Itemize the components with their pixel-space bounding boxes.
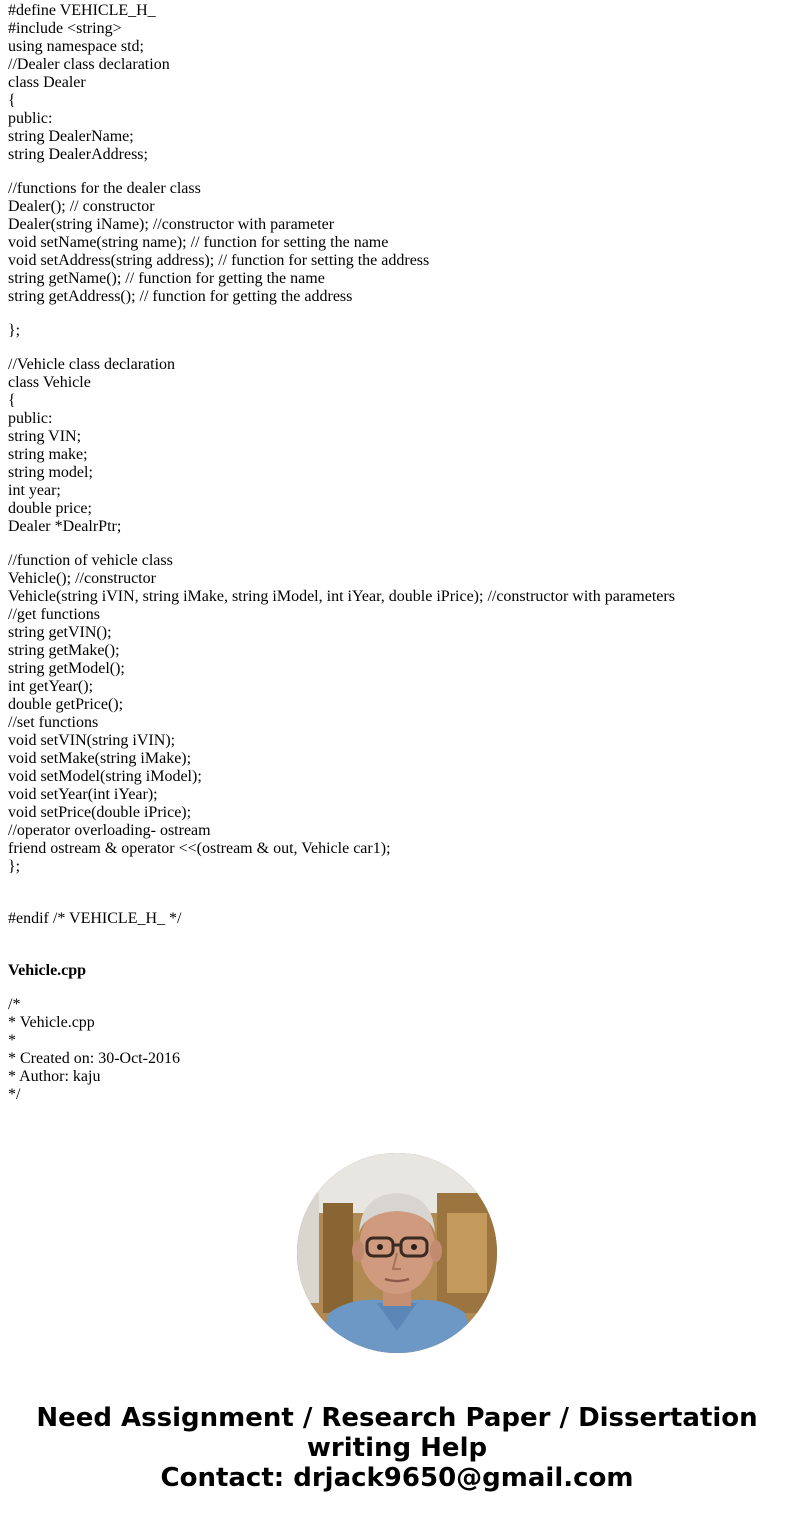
spacer (8, 876, 788, 910)
code-block-vehicle-header (8, 356, 788, 536)
code-line: friend ostream & operator <<(ostream & out, Vehicle car1); (8, 840, 391, 857)
code-line-endif: #endif /* VEHICLE_H_ */ (8, 910, 182, 927)
code-line: #include <string> (8, 20, 122, 37)
code-line: Dealer(); // constructor (8, 198, 155, 215)
code-line: * (8, 1032, 16, 1049)
spacer (8, 164, 788, 180)
help-banner (0, 1403, 794, 1493)
spacer (8, 980, 788, 996)
code-line: int getYear(); (8, 678, 94, 695)
code-line: void setMake(string iMake); (8, 750, 192, 767)
code-line: class Vehicle (8, 374, 91, 391)
contact-email[interactable]: Contact: drjack9650@gmail.com (160, 1463, 634, 1493)
help-banner-line-1: Need Assignment / Research Paper / Dissertation (36, 1403, 758, 1433)
code-line: //function of vehicle class (8, 552, 173, 569)
code-line: Dealer *DealrPtr; (8, 518, 122, 535)
code-block-dealer-close (8, 322, 788, 340)
code-line: #define VEHICLE_H_ (8, 2, 156, 19)
spacer (8, 340, 788, 356)
spacer (8, 306, 788, 322)
help-banner-line-2: writing Help (306, 1433, 488, 1463)
code-line: string getModel(); (8, 660, 125, 677)
code-line: //operator overloading- ostream (8, 822, 211, 839)
code-line: //Vehicle class declaration (8, 356, 176, 373)
code-line: string model; (8, 464, 93, 481)
code-line: class Dealer (8, 74, 86, 91)
code-line: public: (8, 110, 53, 127)
code-line: string DealerAddress; (8, 146, 148, 163)
code-line: string getName(); // function for getting the name (8, 270, 325, 287)
code-line: { (8, 92, 16, 109)
code-line: string make; (8, 446, 88, 463)
code-line: double getPrice(); (8, 696, 124, 713)
section-title: Vehicle.cpp (8, 962, 87, 979)
code-line: void setAddress(string address); // function for setting the address (8, 252, 430, 269)
code-line: }; (8, 322, 21, 339)
code-line: void setVIN(string iVIN); (8, 732, 176, 749)
code-line: Dealer(string iName); //constructor with parameter (8, 216, 335, 233)
code-document (8, 0, 788, 1104)
code-line: Vehicle(); //constructor (8, 570, 156, 587)
code-line: string getVIN(); (8, 624, 112, 641)
spacer (8, 928, 788, 962)
code-line: using namespace std; (8, 38, 144, 55)
avatar (297, 1153, 497, 1353)
code-line: { (8, 392, 16, 409)
code-line: string getMake(); (8, 642, 120, 659)
code-line: /* (8, 996, 21, 1013)
code-line: void setPrice(double iPrice); (8, 804, 192, 821)
code-line: string VIN; (8, 428, 82, 445)
code-line: */ (8, 1086, 21, 1103)
code-line: * Vehicle.cpp (8, 1014, 95, 1031)
code-line: void setYear(int iYear); (8, 786, 158, 803)
spacer (8, 536, 788, 552)
code-line: //functions for the dealer class (8, 180, 201, 197)
code-line: double price; (8, 500, 92, 517)
portrait-photo (297, 1153, 497, 1353)
code-line: Vehicle(string iVIN, string iMake, string iModel, int iYear, double iPrice); //constructor with parameters (8, 588, 675, 605)
code-line: //Dealer class declaration (8, 56, 170, 73)
code-line: }; (8, 858, 21, 875)
cpp-comment-block (8, 996, 788, 1104)
code-line: * Author: kaju (8, 1068, 101, 1085)
code-line: void setName(string name); // function for setting the name (8, 234, 389, 251)
code-line: string DealerName; (8, 128, 134, 145)
code-line: //get functions (8, 606, 100, 623)
code-block-dealer-functions (8, 180, 788, 306)
code-line: int year; (8, 482, 61, 499)
code-block-vehicle-functions (8, 552, 788, 876)
code-line: * Created on: 30-Oct-2016 (8, 1050, 180, 1067)
code-block-dealer-header (8, 2, 788, 164)
code-line: void setModel(string iModel); (8, 768, 202, 785)
code-line: string getAddress(); // function for getting the address (8, 288, 353, 305)
code-line: //set functions (8, 714, 99, 731)
code-line: public: (8, 410, 53, 427)
